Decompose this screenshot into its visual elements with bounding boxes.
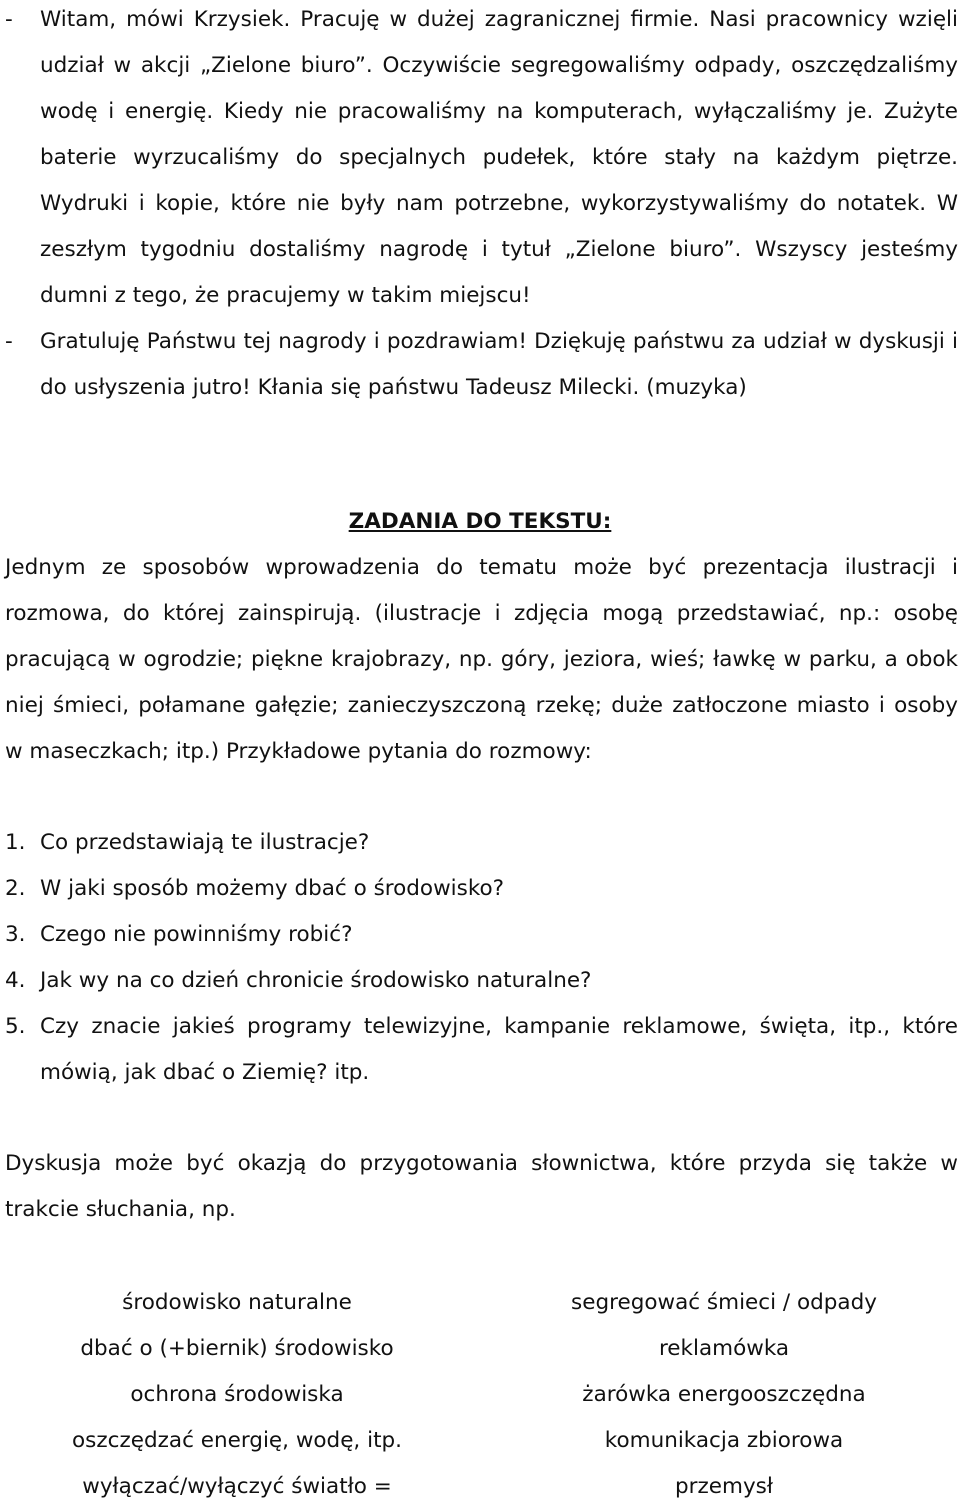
dialogue-dash: - [5, 7, 13, 32]
question-number: 5. [5, 1014, 26, 1039]
question-number: 1. [5, 830, 26, 855]
question-text: Jak wy na co dzień chronicie środowisko naturalne? [40, 968, 592, 993]
vocabulary-term-left: ochrona środowiska [130, 1382, 344, 1407]
question-item [0, 912, 958, 958]
tasks-intro-paragraph: Jednym ze sposobów wprowadzenia do tematu może być prezentacja ilustracji i rozmowa, do której zainspirują. (ilustracje i zdjęcia mogą przedstawiać, np.: osobę pracującą w ogrodzie; piękne krajobrazy, np. góry, jeziora, wieś; ławkę w parku, a obok niej śmieci, połamane gałęzie; zanieczyszczoną rzekę; duże zatłoczone miasto i osoby w maseczkach; itp.) Przykładowe pytania do rozmowy: [5, 555, 958, 764]
vocabulary-term-left: środowisko naturalne [122, 1290, 352, 1315]
dialogue-section [0, 0, 958, 411]
question-item [0, 1004, 958, 1096]
dialogue-paragraph-krzysiek [0, 0, 958, 319]
vocabulary-row [0, 1418, 960, 1464]
vocabulary-term-right: komunikacja zbiorowa [604, 1428, 844, 1453]
vocabulary-term-right: segregować śmieci / odpady [571, 1290, 877, 1315]
vocabulary-row [0, 1280, 960, 1326]
vocabulary-term-right: reklamówka [658, 1336, 790, 1361]
vocabulary-row [0, 1464, 960, 1510]
question-text: Co przedstawiają te ilustracje? [40, 830, 370, 855]
vocabulary-list [0, 1280, 960, 1510]
question-item [0, 866, 958, 912]
question-number: 3. [5, 922, 26, 947]
question-text: Czy znacie jakieś programy telewizyjne, kampanie reklamowe, święta, itp., które mówią, jak dbać o Ziemię? itp. [40, 1014, 958, 1085]
tasks-heading: ZADANIA DO TEKSTU: [348, 509, 612, 534]
vocabulary-term-right: przemysł [675, 1474, 773, 1499]
vocabulary-row [0, 1372, 960, 1418]
vocabulary-row [0, 1326, 960, 1372]
discussion-paragraph: Dyskusja może być okazją do przygotowania słownictwa, które przyda się także w trakcie słuchania, np. [5, 1151, 958, 1222]
question-text: Czego nie powinniśmy robić? [40, 922, 353, 947]
question-number: 4. [5, 968, 26, 993]
question-number: 2. [5, 876, 26, 901]
vocabulary-term-left: wyłączać/wyłączyć światło = [82, 1474, 392, 1499]
dialogue-paragraph-host [0, 319, 958, 411]
question-item [0, 820, 958, 866]
vocabulary-term-left: oszczędzać energię, wodę, itp. [72, 1428, 402, 1453]
dialogue-text: Gratuluję Państwu tej nagrody i pozdrawiam! Dziękuję państwu za udział w dyskusji i do usłyszenia jutro! Kłania się państwu Tadeusz Milecki. (muzyka) [40, 329, 958, 400]
dialogue-dash: - [5, 329, 13, 354]
questions-list [0, 820, 958, 1096]
question-item [0, 958, 958, 1004]
question-text: W jaki sposób możemy dbać o środowisko? [40, 876, 505, 901]
vocabulary-term-left: dbać o (+biernik) środowisko [80, 1336, 394, 1361]
vocabulary-term-right: żarówka energooszczędna [582, 1382, 866, 1407]
dialogue-text: Witam, mówi Krzysiek. Pracuję w dużej zagranicznej firmie. Nasi pracownicy wzięli udział w akcji „Zielone biuro”. Oczywiście segregowaliśmy odpady, oszczędzaliśmy wodę i energię. Kiedy nie pracowaliśmy na komputerach, wyłączaliśmy je. Zużyte baterie wyrzucaliśmy do specjalnych pudełek, które stały na każdym piętrze. Wydruki i kopie, które nie były nam potrzebne, wykorzystywaliśmy do notatek. W zeszłym tygodniu dostaliśmy nagrodę i tytuł „Zielone biuro”. Wszyscy jesteśmy dumni z tego, że pracujemy w takim miejscu! [40, 7, 958, 308]
